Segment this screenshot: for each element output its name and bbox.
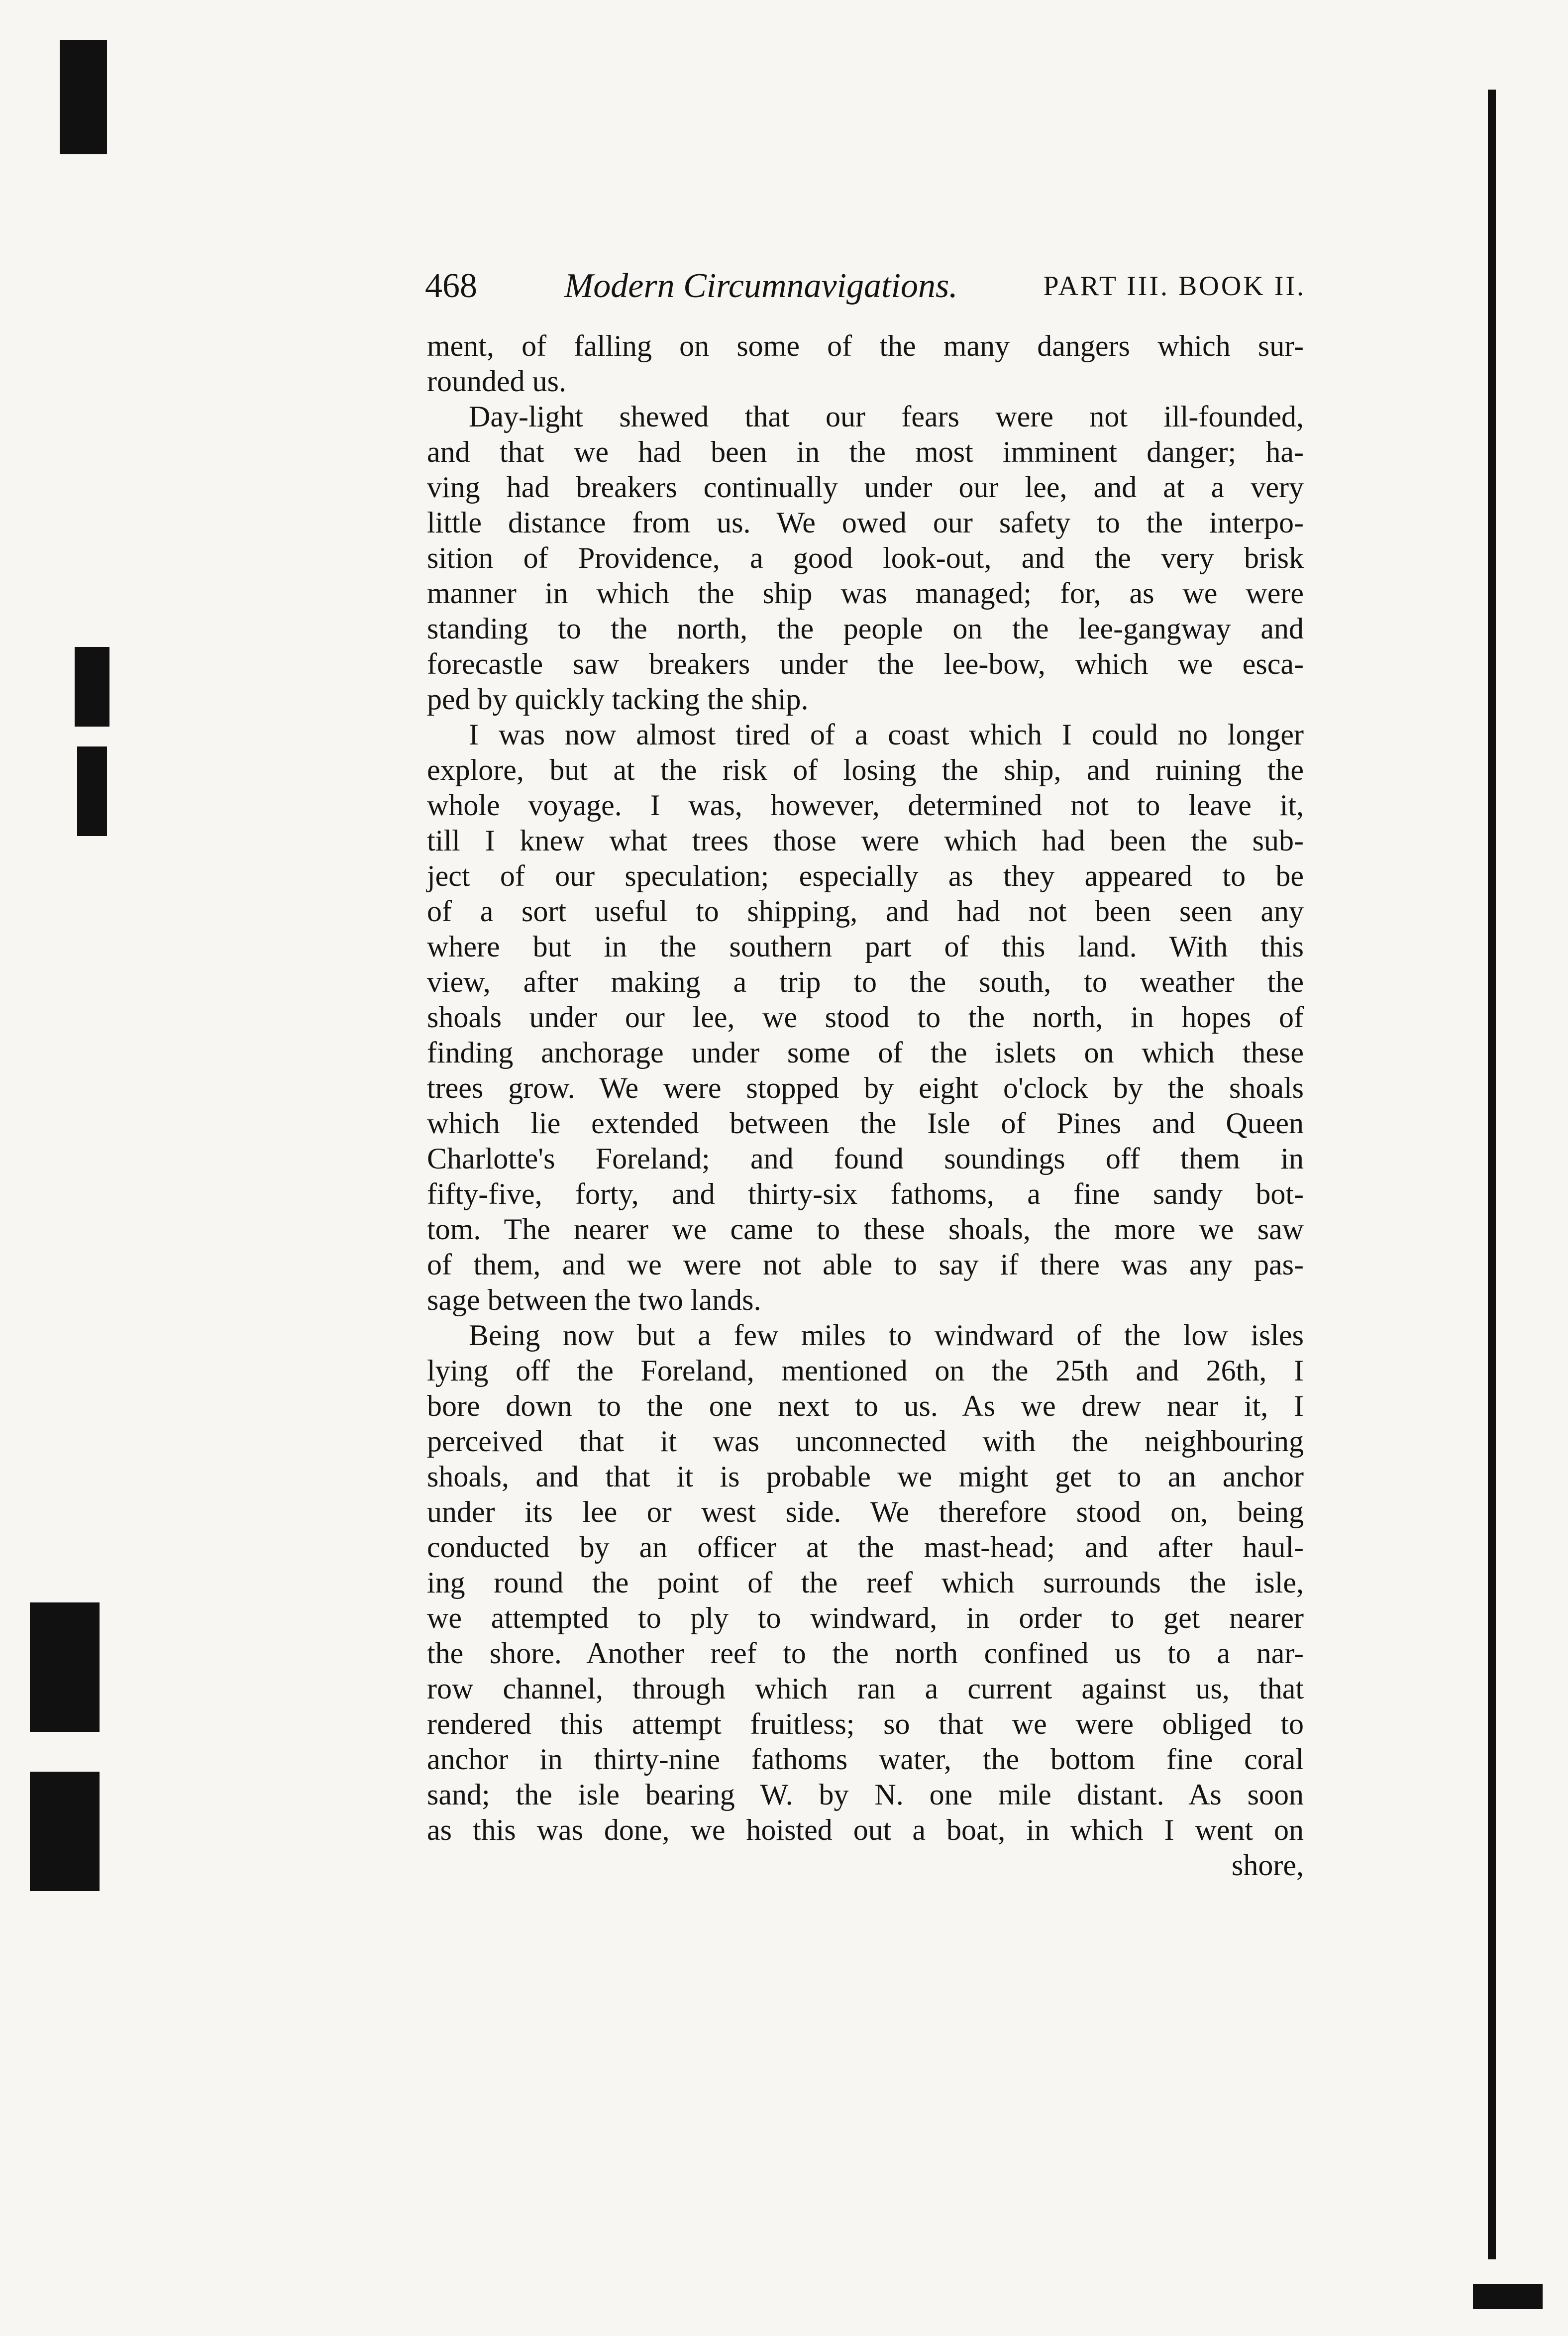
page-number: 468 bbox=[425, 267, 477, 305]
running-title: Modern Circumnavigations. bbox=[564, 267, 958, 305]
text-line: row channel, through which ran a current against us, that bbox=[427, 1672, 1304, 1705]
page-edge-right bbox=[1488, 90, 1496, 2259]
catchword: shore, bbox=[1232, 1849, 1304, 1882]
text-line: explore, but at the risk of losing the ship, and ruining the bbox=[427, 753, 1304, 786]
text-line: standing to the north, the people on the lee-gangway and bbox=[427, 612, 1304, 645]
text-line: sand; the isle bearing W. by N. one mile distant. As soon bbox=[427, 1778, 1304, 1811]
text-line: which lie extended between the Isle of Pines and Queen bbox=[427, 1107, 1304, 1140]
text-line: where but in the southern part of this land. With this bbox=[427, 930, 1304, 963]
text-line: little distance from us. We owed our safety to the interpo- bbox=[427, 506, 1304, 539]
text-line: we attempted to ply to windward, in order to get nearer bbox=[427, 1601, 1304, 1634]
text-line: ject of our speculation; especially as they appeared to be bbox=[427, 859, 1304, 892]
binding-edge-left bbox=[30, 1602, 100, 1732]
text-line: fifty-five, forty, and thirty-six fathoms, a fine sandy bot- bbox=[427, 1177, 1304, 1210]
binding-edge-left bbox=[60, 40, 107, 154]
text-line: anchor in thirty-nine fathoms water, the bottom fine coral bbox=[427, 1743, 1304, 1776]
text-line: Charlotte's Foreland; and found soundings off them in bbox=[427, 1142, 1304, 1175]
text-line: ing round the point of the reef which surrounds the isle, bbox=[427, 1566, 1304, 1599]
text-line: ped by quickly tacking the ship. bbox=[427, 683, 809, 716]
text-line: till I knew what trees those were which had been the sub- bbox=[427, 824, 1304, 857]
section-label: PART III. BOOK II. bbox=[1043, 271, 1306, 302]
text-line: of them, and we were not able to say if there was any pas- bbox=[427, 1248, 1304, 1281]
body-text bbox=[427, 328, 1304, 1883]
text-line: as this was done, we hoisted out a boat, in which I went on bbox=[427, 1813, 1304, 1846]
text-line: sage between the two lands. bbox=[427, 1283, 761, 1316]
text-line: conducted by an officer at the mast-head; and after haul- bbox=[427, 1531, 1304, 1564]
binding-edge-left bbox=[77, 746, 107, 836]
text-line: finding anchorage under some of the islets on which these bbox=[427, 1036, 1304, 1069]
binding-edge-left bbox=[75, 647, 109, 727]
text-line: rounded us. bbox=[427, 365, 566, 398]
text-line: Day-light shewed that our fears were not ill-founded, bbox=[469, 400, 1304, 433]
text-line: tom. The nearer we came to these shoals, the more we saw bbox=[427, 1213, 1304, 1246]
text-line: sition of Providence, a good look-out, and the very brisk bbox=[427, 541, 1304, 574]
text-line: I was now almost tired of a coast which I could no longer bbox=[469, 718, 1304, 751]
text-line: under its lee or west side. We therefore stood on, being bbox=[427, 1495, 1304, 1528]
text-line: trees grow. We were stopped by eight o'clock by the shoals bbox=[427, 1071, 1304, 1104]
text-line: whole voyage. I was, however, determined not to leave it, bbox=[427, 789, 1304, 822]
text-line: and that we had been in the most imminent danger; ha- bbox=[427, 435, 1304, 468]
text-line: manner in which the ship was managed; for, as we were bbox=[427, 577, 1304, 610]
page-header bbox=[425, 259, 1306, 314]
binding-edge-left bbox=[30, 1772, 100, 1891]
text-line: ving had breakers continually under our lee, and at a very bbox=[427, 471, 1304, 504]
page-corner-mark bbox=[1473, 2284, 1543, 2309]
text-line: lying off the Foreland, mentioned on the 25th and 26th, I bbox=[427, 1354, 1304, 1387]
text-line: perceived that it was unconnected with the neighbouring bbox=[427, 1425, 1304, 1458]
text-line: forecastle saw breakers under the lee-bow, which we esca- bbox=[427, 647, 1304, 680]
text-line: rendered this attempt fruitless; so that we were obliged to bbox=[427, 1707, 1304, 1740]
text-line: shoals under our lee, we stood to the north, in hopes of bbox=[427, 1001, 1304, 1034]
text-line: view, after making a trip to the south, to weather the bbox=[427, 965, 1304, 998]
text-line: the shore. Another reef to the north confined us to a nar- bbox=[427, 1637, 1304, 1670]
text-line: ment, of falling on some of the many dangers which sur- bbox=[427, 329, 1304, 362]
text-line: Being now but a few miles to windward of the low isles bbox=[469, 1319, 1304, 1352]
text-line: of a sort useful to shipping, and had not been seen any bbox=[427, 895, 1304, 928]
text-line: bore down to the one next to us. As we drew near it, I bbox=[427, 1389, 1304, 1422]
text-line: shoals, and that it is probable we might get to an anchor bbox=[427, 1460, 1304, 1493]
